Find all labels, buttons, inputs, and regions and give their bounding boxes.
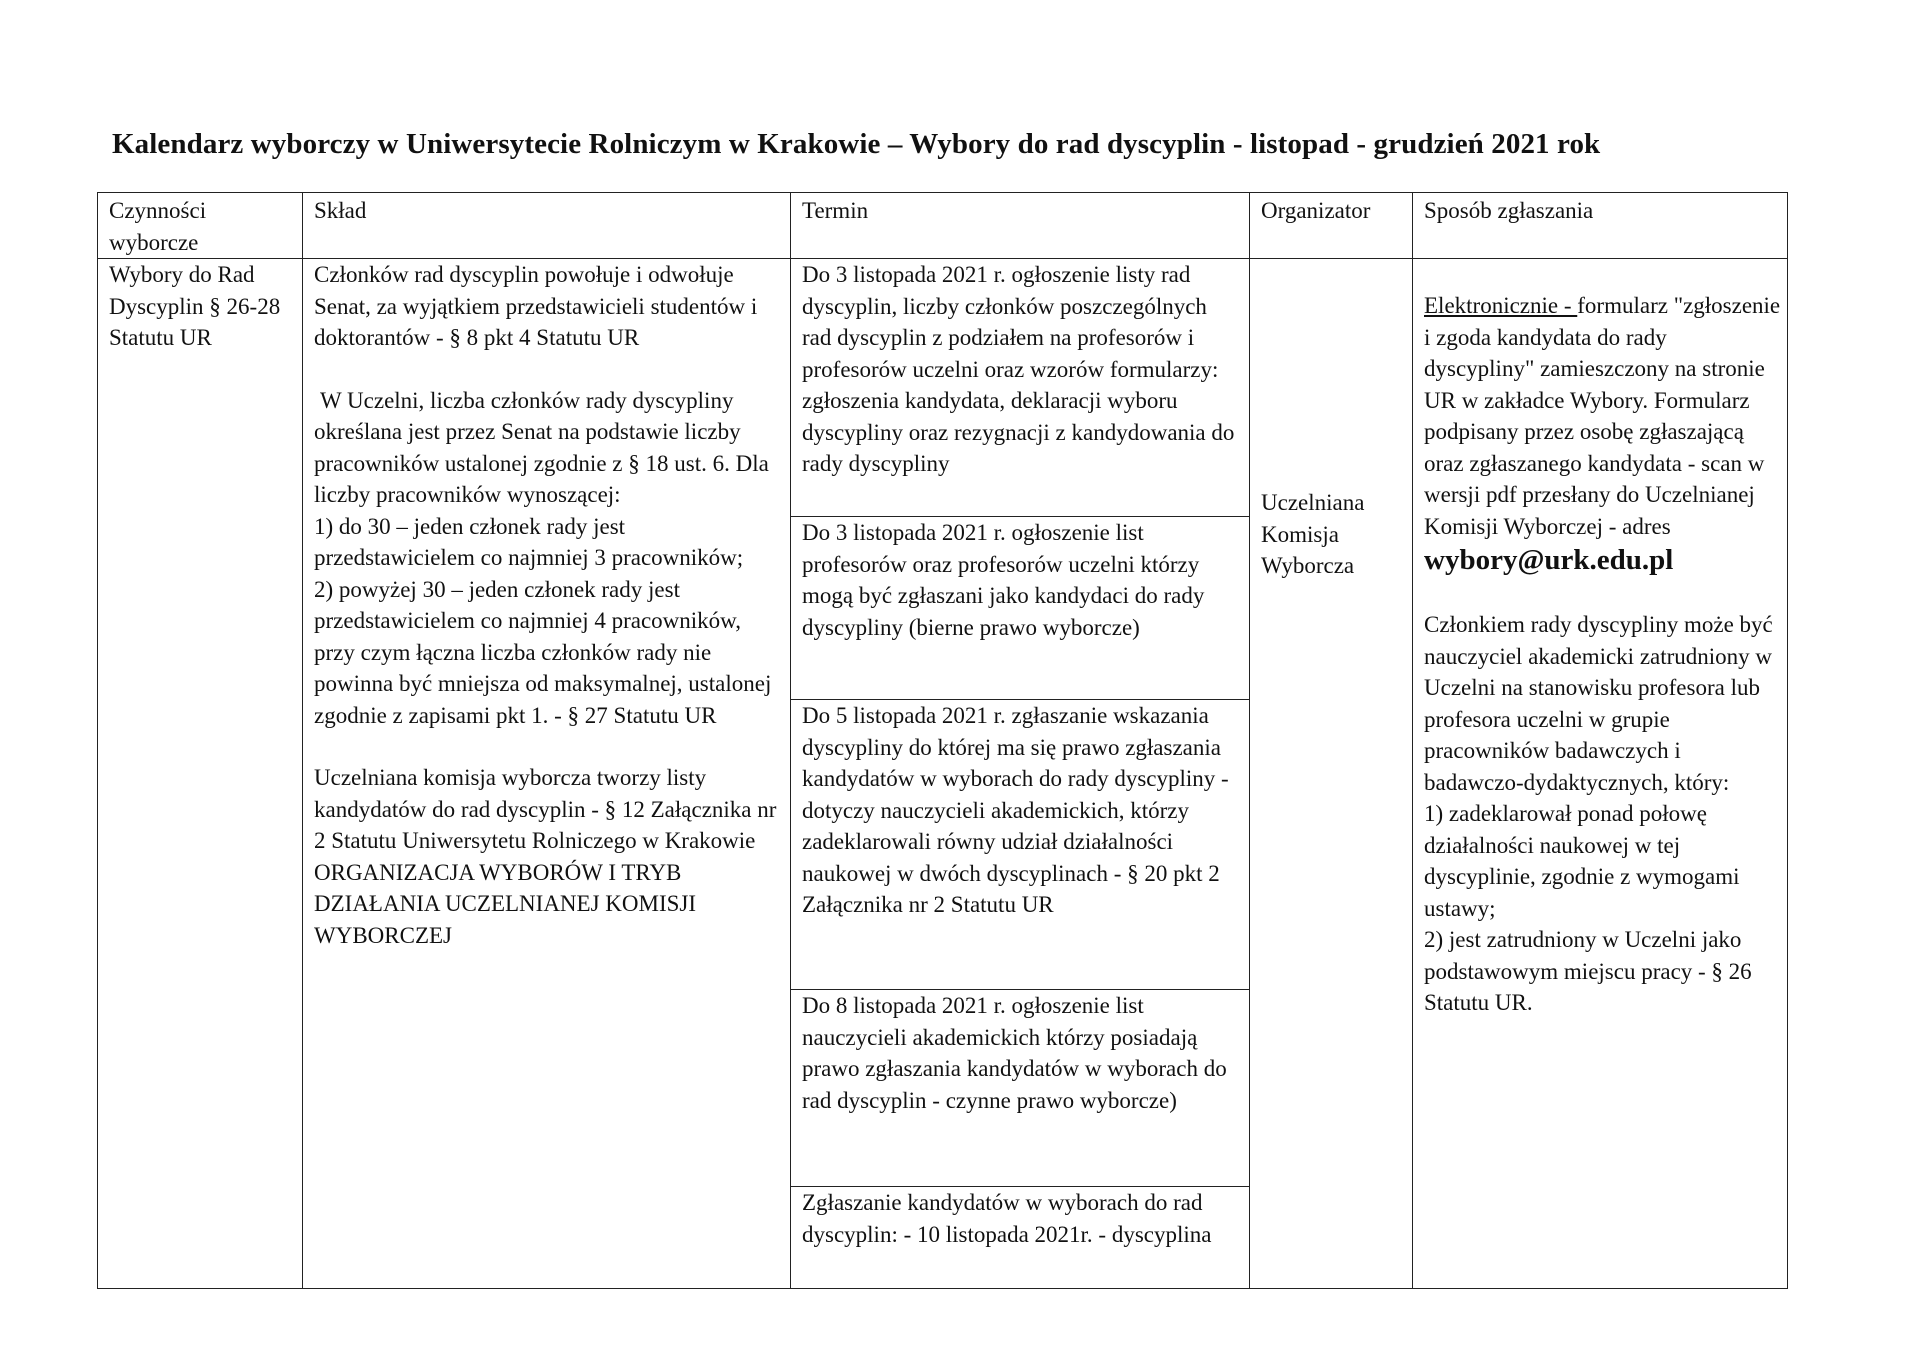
- termin-item-4: Do 8 listopada 2021 r. ogłoszenie list nauczycieli akademickich którzy posiadają prawo zgłaszania kandydatów w wyborach do rad dyscyplin - czynne prawo wyborcze): [791, 990, 1249, 1187]
- sposob-paragraph-1: [1424, 290, 1781, 542]
- termin-cell: [791, 259, 1250, 1289]
- election-calendar-table: [97, 192, 1788, 1289]
- electronic-link[interactable]: Elektronicznie -: [1424, 293, 1578, 318]
- sklad-heading-caps: ORGANIZACJA WYBORÓW I TRYB DZIAŁANIA UCZELNIANEJ KOMISJI WYBORCZEJ: [314, 859, 697, 948]
- header-sposob: Sposób zgłaszania: [1413, 193, 1788, 259]
- organizator-cell: [1250, 259, 1413, 1289]
- sklad-paragraph-2: W Uczelni, liczba członków rady dyscypliny określana jest przez Senat na podstawie liczby pracowników ustalonej zgodnie z § 18 ust. 6. Dla liczby pracowników wynoszącej:: [314, 387, 769, 507]
- termin-item-3: Do 5 listopada 2021 r. zgłaszanie wskazania dyscypliny do której ma się prawo zgłaszania kandydatów w wyborach do rady dyscypliny - dotyczy nauczycieli akademickich, którzy zadeklarowali równy udział działalności naukowej w dwóch dyscyplinach - § 20 pkt 2 Załącznika nr 2 Statutu UR: [791, 700, 1249, 990]
- sposob-paragraph-2: Członkiem rady dyscypliny może być nauczyciel akademicki zatrudniony w Uczelni na stanowisku profesora lub profesora uczelni w grupie pracowników badawczych i badawczo-dydaktycznych, który:: [1424, 612, 1773, 795]
- termin-item-5: Zgłaszanie kandydatów w wyborach do rad dyscyplin: - 10 listopada 2021r. - dyscyplina: [802, 1190, 1212, 1247]
- page-title: Kalendarz wyborczy w Uniwersytecie Rolniczym w Krakowie – Wybory do rad dyscyplin - listopad - grudzień 2021 rok: [112, 128, 1601, 160]
- termin-item-1: Do 3 listopada 2021 r. ogłoszenie listy rad dyscyplin, liczby członków poszczególnych rad dyscyplin z podziałem na profesorów i profesorów uczelni oraz wzorów formularzy: zgłoszenia kandydata, deklaracji wyboru dyscypliny oraz rezygnacji z kandydowania do rady dyscypliny: [791, 259, 1249, 517]
- header-sklad: Skład: [303, 193, 791, 259]
- sposob-list-item-1: 1) zadeklarował ponad połowę działalności naukowej w tej dyscyplinie, zgodnie z wymogami ustawy;: [1424, 801, 1740, 921]
- sposob-cell: [1413, 259, 1788, 1289]
- table-row: [98, 259, 1788, 1289]
- contact-email[interactable]: wybory@urk.edu.pl: [1424, 544, 1674, 576]
- sklad-cell: [303, 259, 791, 1289]
- sklad-paragraph-1: Członków rad dyscyplin powołuje i odwołuje Senat, za wyjątkiem przedstawicieli studentów i doktorantów - § 8 pkt 4 Statutu UR: [314, 262, 758, 350]
- sposob-list-item-2: 2) jest zatrudniony w Uczelni jako podstawowym miejscu pracy - § 26 Statutu UR.: [1424, 927, 1752, 1015]
- czynnosci-cell: [98, 259, 303, 1289]
- sklad-list-item-1: 1) do 30 – jeden członek rady jest przedstawicielem co najmniej 3 pracowników;: [314, 513, 744, 570]
- sklad-list-item-2: 2) powyżej 30 – jeden członek rady jest przedstawicielem co najmniej 4 pracowników, przy czym łączna liczba członków rady nie powinna być mniejsza od maksymalnej, ustalonej zgodnie z zapisami pkt 1. - § 27 Statutu UR: [314, 576, 772, 728]
- sklad-paragraph-3: Uczelniana komisja wyborcza tworzy listy kandydatów do rad dyscyplin - § 12 Załącznika nr 2 Statutu Uniwersytetu Rolniczego w Krakowie: [314, 765, 777, 853]
- header-termin: Termin: [791, 193, 1250, 259]
- czynnosci-text: Wybory do Rad Dyscyplin § 26-28 Statutu UR: [109, 262, 281, 350]
- header-czynnosci: Czynności wyborcze: [98, 193, 303, 259]
- header-organizator: Organizator: [1250, 193, 1413, 259]
- organizator-text: Uczelniana Komisja Wyborcza: [1261, 490, 1365, 578]
- termin-item-2: Do 3 listopada 2021 r. ogłoszenie list profesorów oraz profesorów uczelni którzy mogą być zgłaszani jako kandydaci do rady dyscypliny (bierne prawo wyborcze): [791, 517, 1249, 700]
- header-row: [98, 193, 1788, 259]
- sposob-form-text: formularz "zgłoszenie i zgoda kandydata do rady dyscypliny" zamieszczony na stronie UR w zakładce Wybory. Formularz podpisany przez osobę zgłaszającą oraz zgłaszanego kandydata - scan w wersji pdf przesłany do Uczelnianej Komisji Wyborczej - adres: [1424, 293, 1781, 539]
